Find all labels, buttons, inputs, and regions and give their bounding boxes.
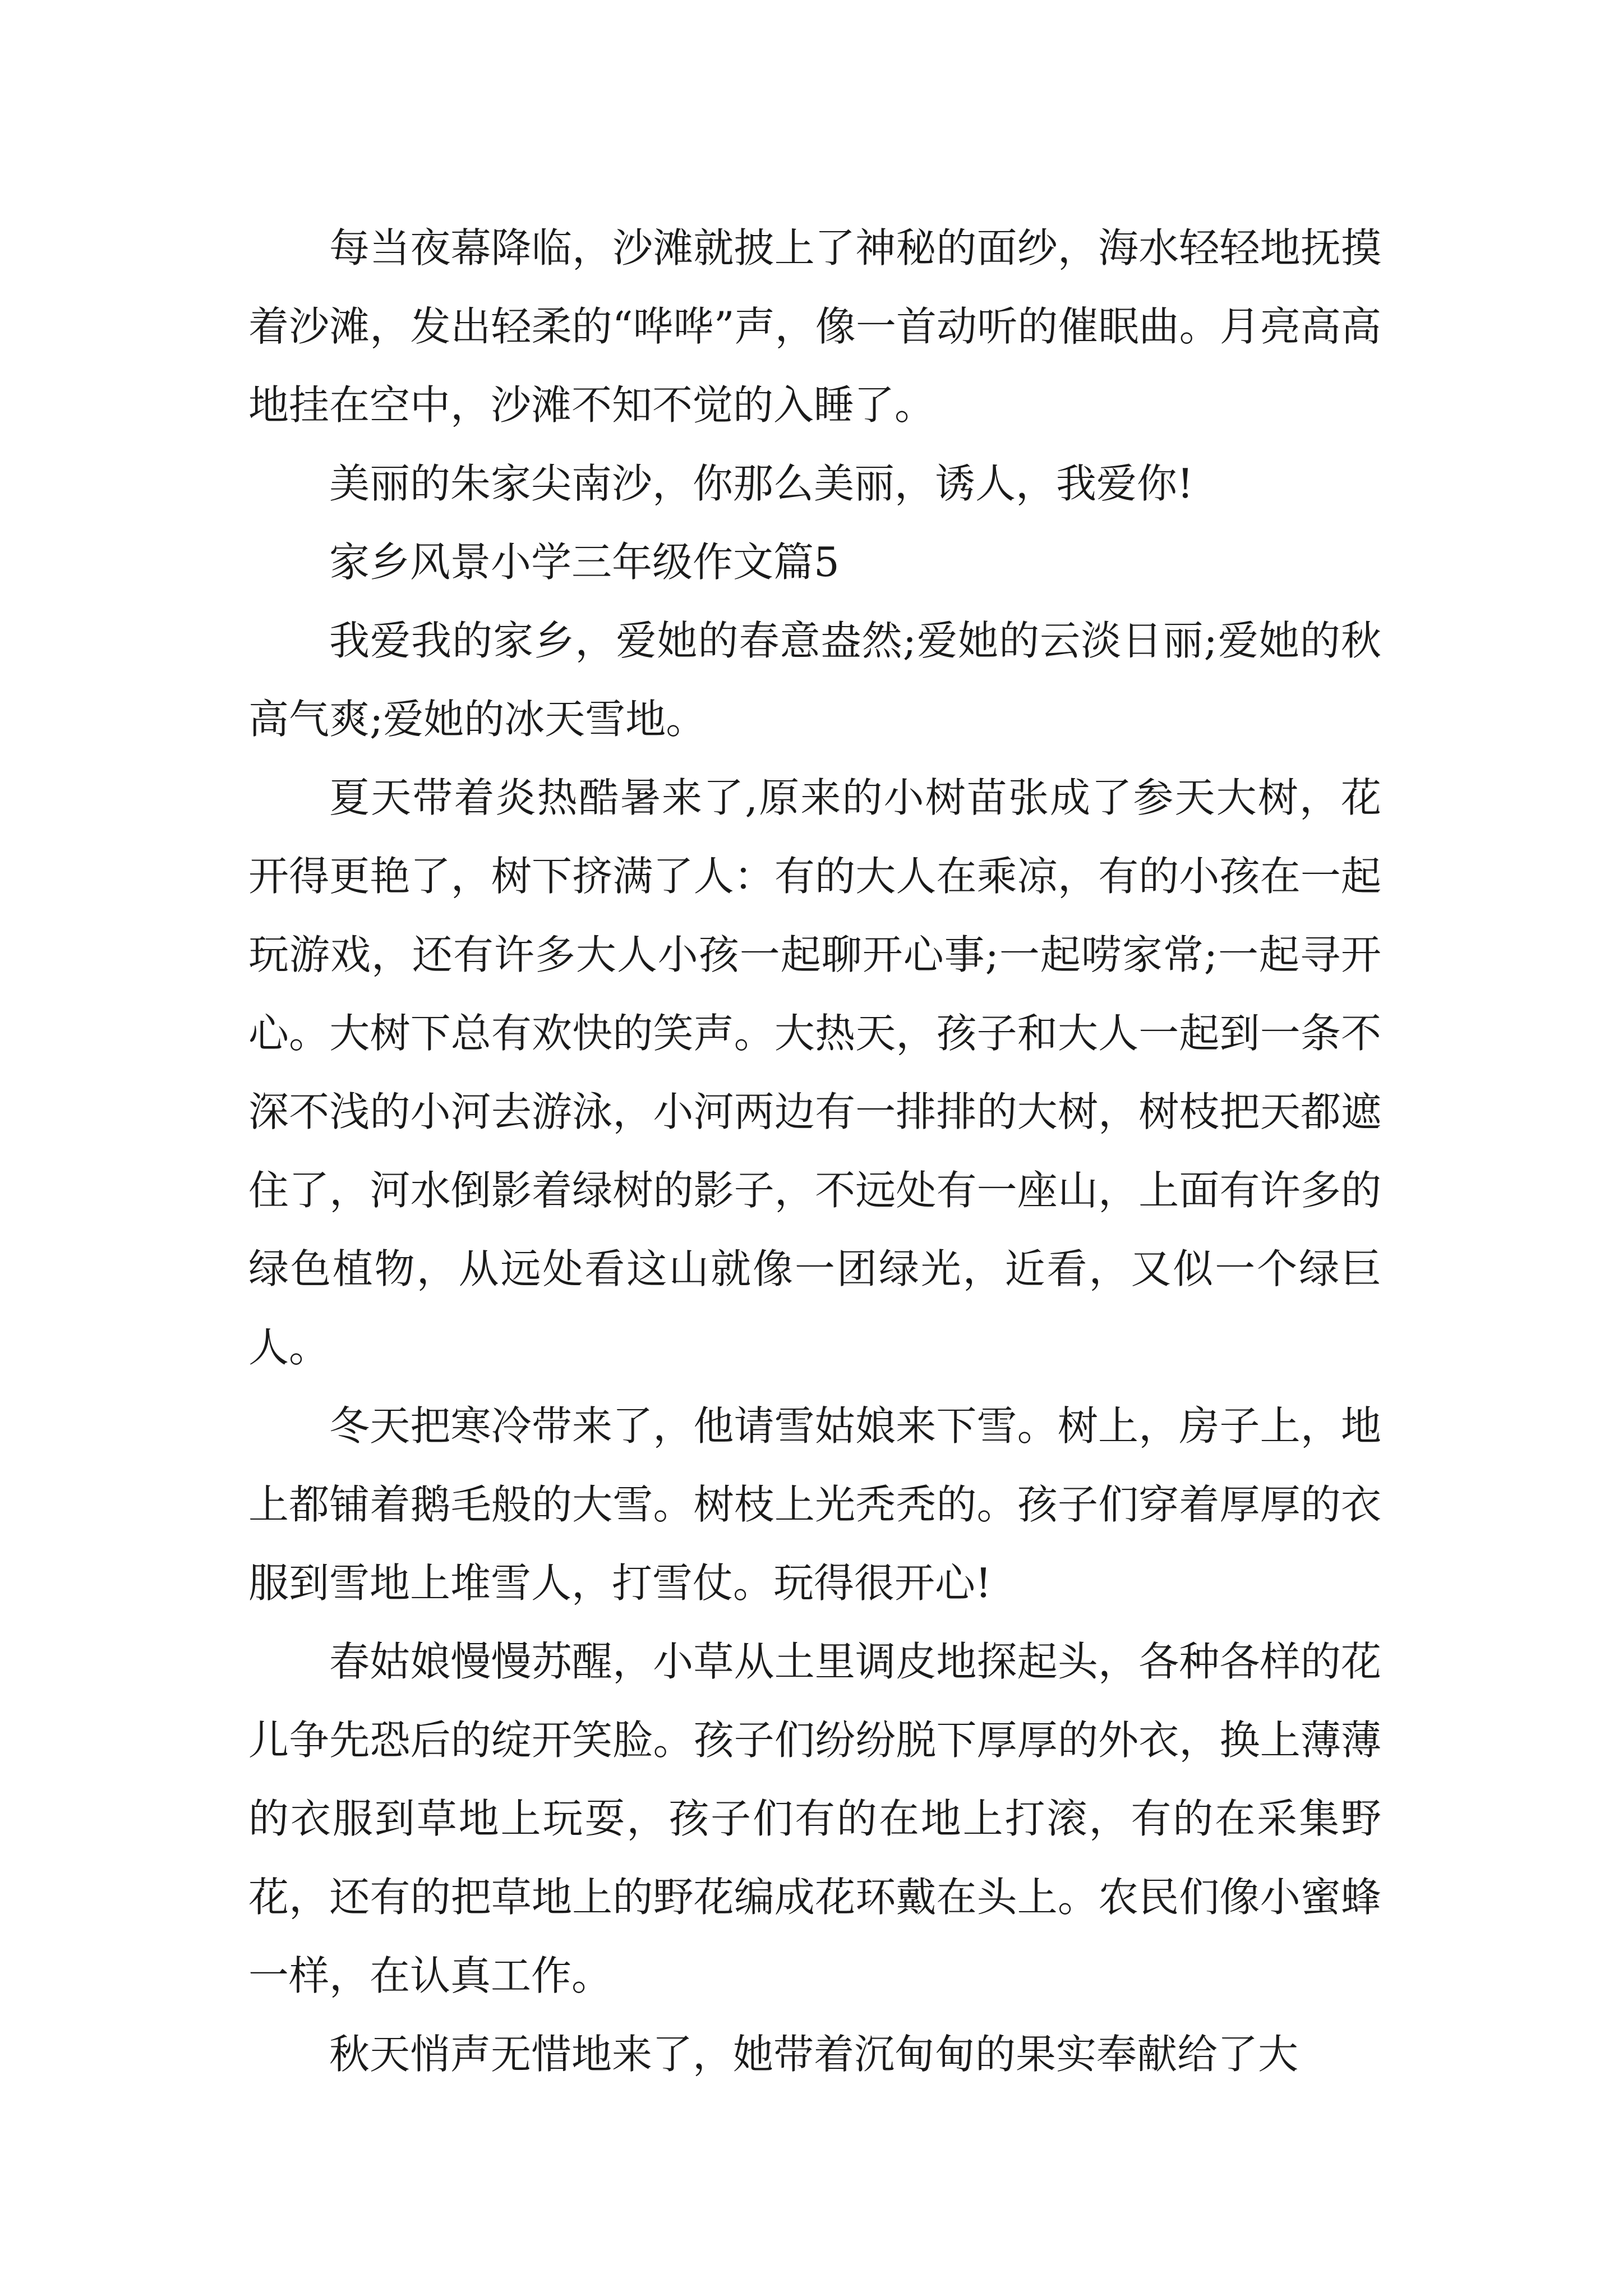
paragraph-summer: 夏天带着炎热酷暑来了,原来的小树苗张成了参天大树，花开得更艳了，树下挤满了人：有的大人在乘凉，有的小孩在一起玩游戏，还有许多大人小孩一起聊开心事;一起唠家常;一起寻开心。大树下总有欢快的笑声。大热天，孩子和大人一起到一条不深不浅的小河去游泳，小河两边有一排排的大树，树枝把天都遮住了，河水倒影着绿树的影子，不远处有一座山，上面有许多的绿色植物，从远处看这山就像一团绿光，近看，又似一个绿巨人。 (248, 774, 1381, 1371)
paragraph-love-hometown: 我爱我的家乡，爱她的春意盎然;爱她的云淡日丽;爱她的秋高气爽;爱她的冰天雪地。 (248, 617, 1381, 743)
paragraph-winter: 冬天把寒冷带来了，他请雪姑娘来下雪。树上，房子上，地上都铺着鹅毛般的大雪。树枝上光秃秃的。孩子们穿着厚厚的衣服到雪地上堆雪人，打雪仗。玩得很开心! (248, 1402, 1381, 1607)
paragraph-spring: 春姑娘慢慢苏醒，小草从土里调皮地探起头，各种各样的花儿争先恐后的绽开笑脸。孩子们纷纷脱下厚厚的外衣，换上薄薄的衣服到草地上玩耍，孩子们有的在地上打滚，有的在采集野花，还有的把草地上的野花编成花环戴在头上。农民们像小蜜蜂一样，在认真工作。 (248, 1638, 1381, 1999)
paragraph-night-beach: 每当夜幕降临，沙滩就披上了神秘的面纱，海水轻轻地抚摸着沙滩，发出轻柔的“哗哗”声，像一首动听的催眠曲。月亮高高地挂在空中，沙滩不知不觉的入睡了。 (248, 224, 1381, 429)
document-body (248, 209, 1381, 2093)
paragraph-autumn: 秋天悄声无惜地来了，她带着沉甸甸的果实奉献给了大 (329, 2031, 1299, 2078)
paragraph-beautiful-nansha: 美丽的朱家尖南沙，你那么美丽，诱人，我爱你! (329, 460, 1193, 507)
essay-title: 家乡风景小学三年级作文篇5 (329, 539, 840, 586)
